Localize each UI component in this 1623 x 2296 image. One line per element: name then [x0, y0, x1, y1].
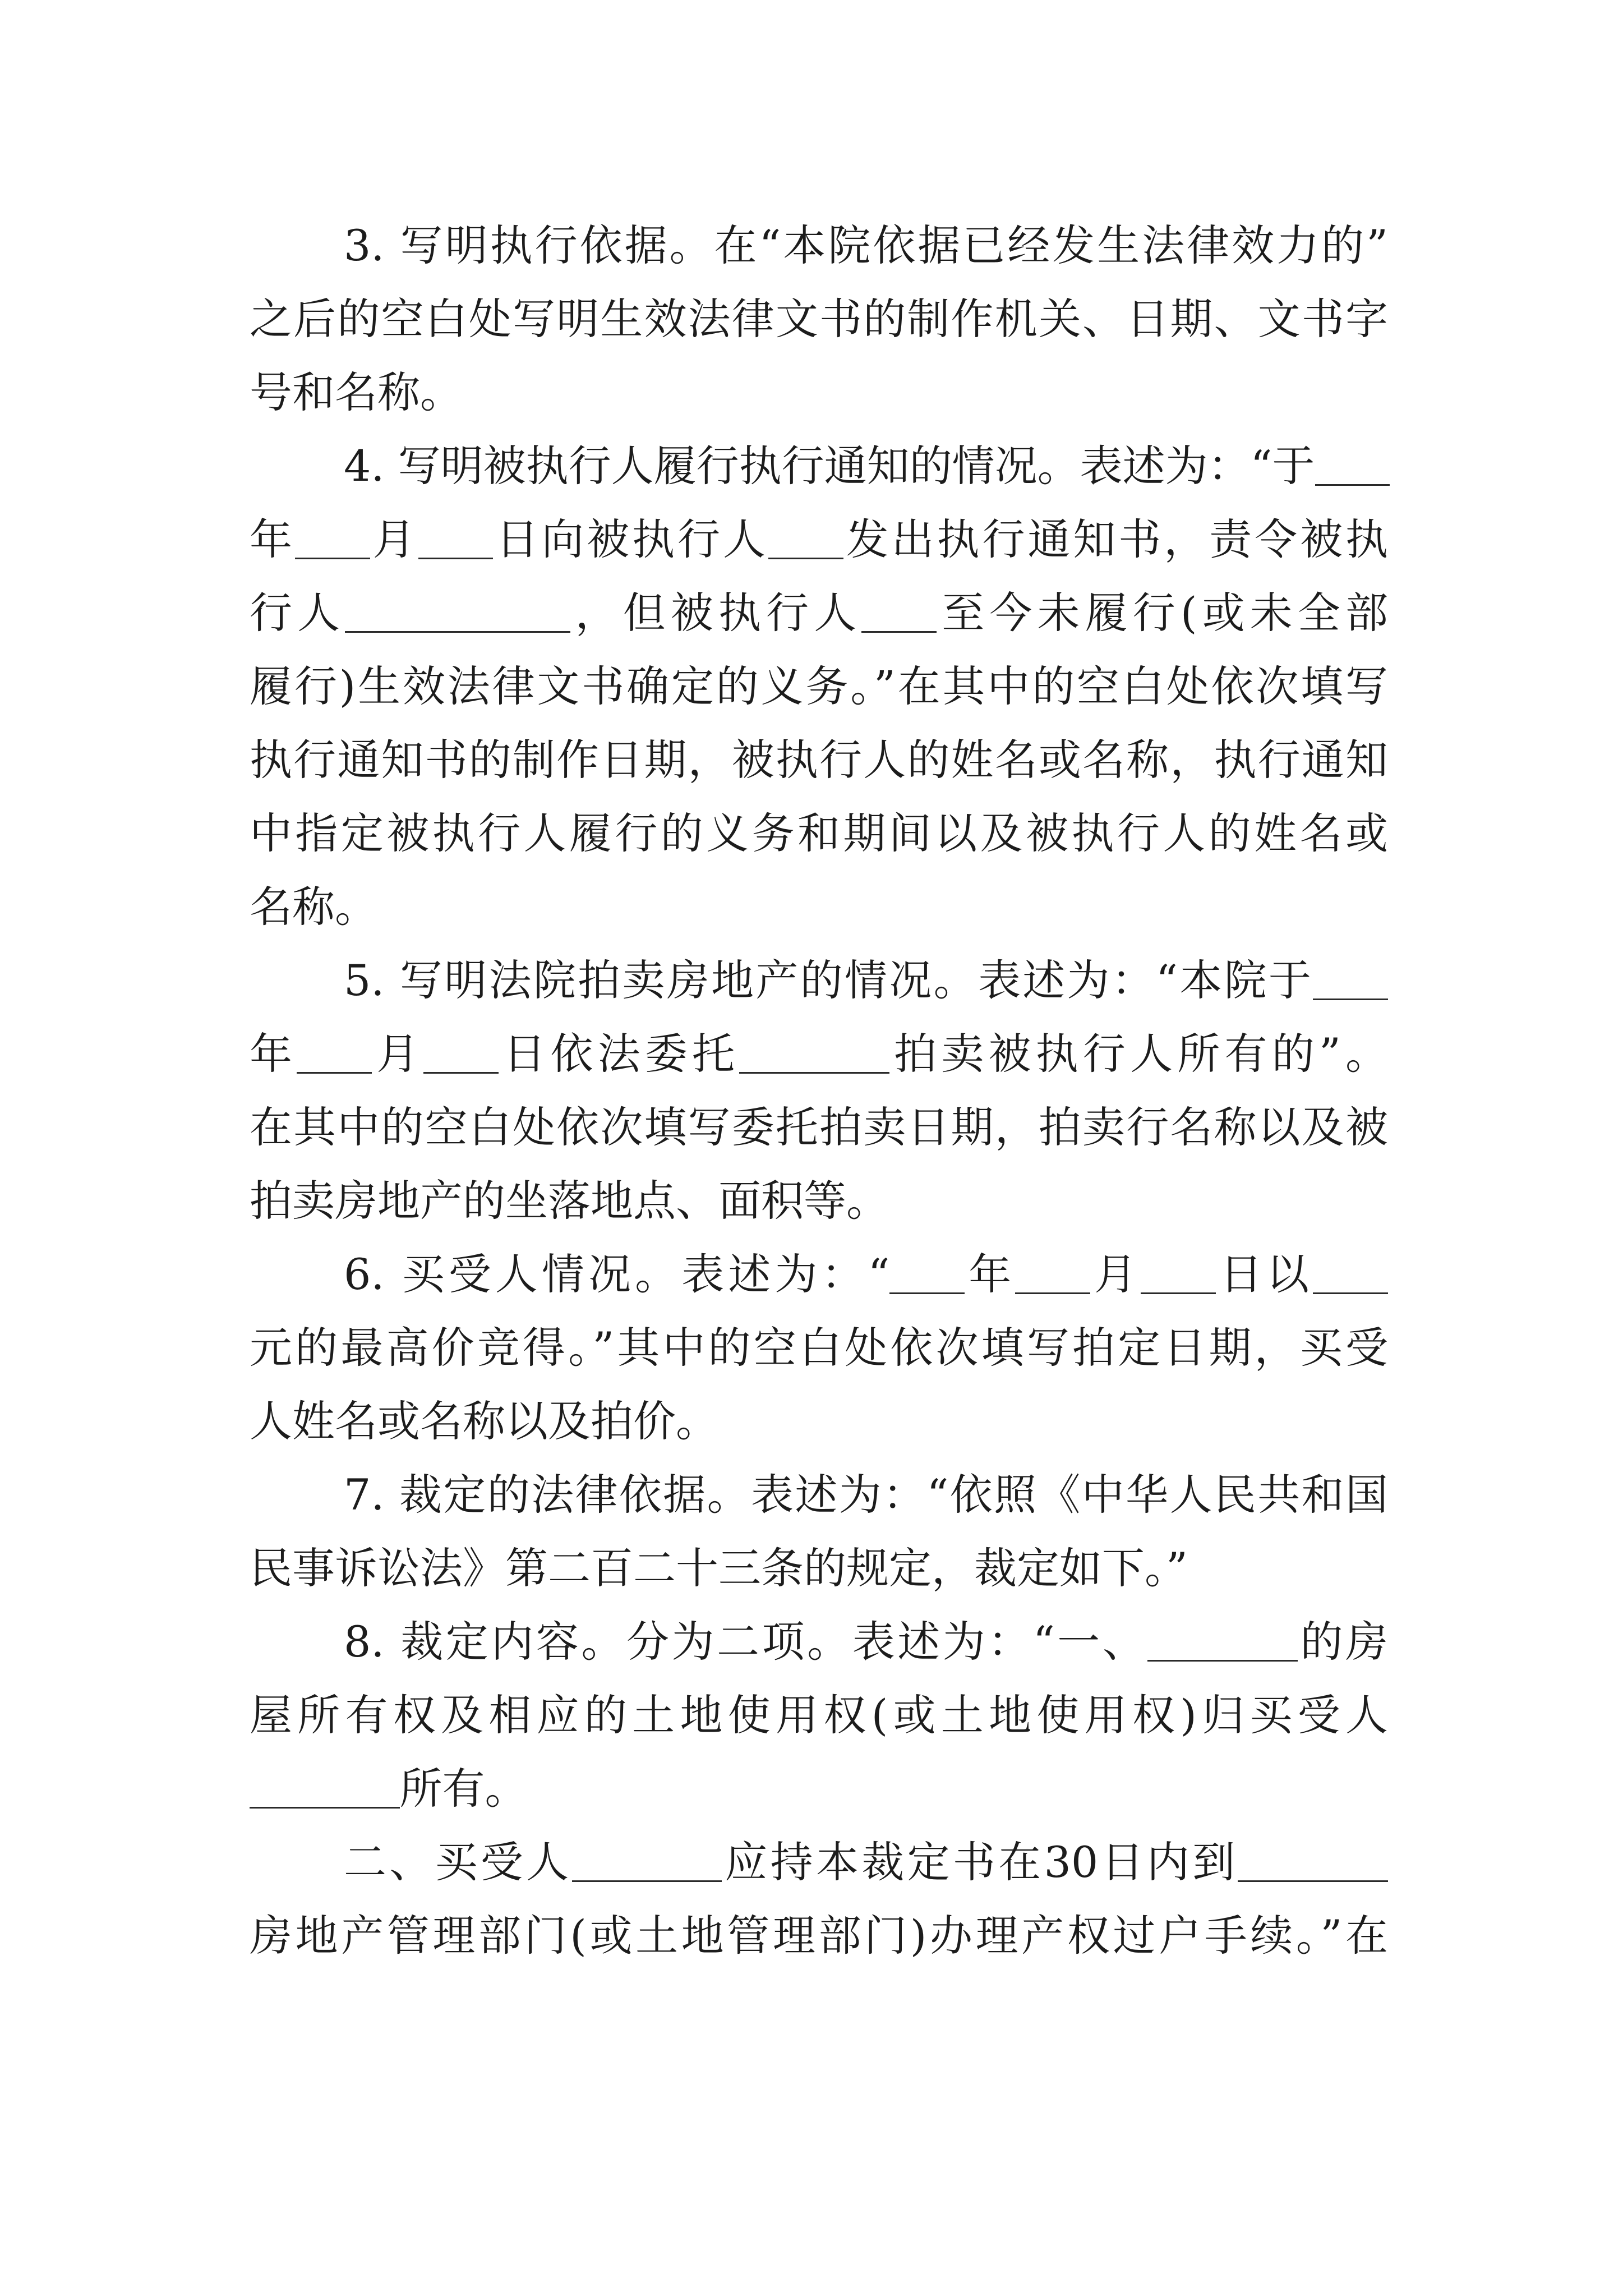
text-line: 7. 裁定的法律依据。表述为：“依照《中华人民共和国 — [344, 1470, 1388, 1520]
fill-in-blank — [418, 517, 494, 559]
text-line: 元的最高价竞得。”其中的空白处依次填写拍定日期，买受 — [250, 1323, 1388, 1373]
text-line: 屋所有权及相应的土地使用权(或土地使用权)归买受人 — [250, 1690, 1388, 1740]
text-line: 中指定被执行人履行的义务和期间以及被执行人的姓名或 — [250, 808, 1388, 858]
text-line: 民事诉讼法》第二百二十三条的规定，裁定如下。” — [250, 1543, 1188, 1593]
fill-in-blank — [768, 517, 843, 559]
paragraph — [250, 944, 1388, 1237]
fill-in-blank — [295, 517, 370, 559]
text-line: 在其中的空白处依次填写委托拍卖日期，拍卖行名称以及被 — [250, 1102, 1388, 1152]
fill-in-blank — [1015, 1252, 1090, 1294]
paragraph — [250, 429, 1388, 944]
fill-in-blank — [889, 1252, 965, 1294]
paragraph — [250, 1237, 1388, 1458]
text-line: 执行通知书的制作日期，被执行人的姓名或名称，执行通知 — [250, 735, 1388, 785]
text-line: 3. 写明执行依据。在“本院依据已经发生法律效力的” — [344, 220, 1388, 270]
body-text — [250, 209, 1388, 1972]
text-line: 所有。 — [250, 1752, 1388, 1825]
text-line: 6. 买受人情况。表述为：“ 年 月 日以 — [250, 1237, 1388, 1311]
text-line: 5. 写明法院拍卖房地产的情况。表述为：“本院于 — [250, 944, 1388, 1017]
paragraph — [250, 1458, 1388, 1605]
fill-in-blank — [250, 1766, 400, 1809]
paragraph — [250, 1825, 1388, 1972]
text-line: 履行)生效法律文书确定的义务。”在其中的空白处依次填写 — [250, 661, 1388, 711]
text-line: 二、买受人 应持本裁定书在30日内到 — [250, 1825, 1388, 1899]
fill-in-blank — [1147, 1619, 1298, 1662]
fill-in-blank — [1238, 1840, 1388, 1882]
text-line: 人姓名或名称以及拍价。 — [250, 1396, 718, 1446]
text-line: 8. 裁定内容。分为二项。表述为：“一、 的房 — [344, 1617, 1389, 1667]
fill-in-blank — [1141, 1252, 1216, 1294]
text-line: 名称。 — [250, 882, 377, 932]
text-line: 年 月 日依法委托 拍卖被执行人所有的”。 — [250, 1029, 1389, 1079]
paragraph — [250, 209, 1388, 429]
text-line: 年 月 日向被执行人 发出执行通知书，责令被执 — [250, 514, 1389, 564]
fill-in-blank — [572, 1840, 722, 1882]
paragraph — [250, 1605, 1388, 1825]
fill-in-blank — [1313, 958, 1388, 1000]
text-line: 拍卖房地产的坐落地点、面积等。 — [250, 1176, 889, 1226]
fill-in-blank — [1315, 444, 1390, 486]
text-line: 行人 ，但被执行人 至今未履行(或未全部 — [250, 588, 1389, 638]
fill-in-blank — [345, 591, 570, 633]
text-line: 号和名称。 — [250, 367, 463, 417]
fill-in-blank — [739, 1032, 889, 1074]
text-line: 4. 写明被执行人履行执行通知的情况。表述为：“于 — [250, 429, 1388, 503]
fill-in-blank — [1313, 1252, 1388, 1294]
text-line: 房地产管理部门(或土地管理部门)办理产权过户手续。”在 — [250, 1911, 1388, 1961]
fill-in-blank — [297, 1032, 372, 1074]
text-line: 之后的空白处写明生效法律文书的制作机关、日期、文书字 — [250, 294, 1388, 344]
fill-in-blank — [861, 591, 937, 633]
fill-in-blank — [423, 1032, 499, 1074]
